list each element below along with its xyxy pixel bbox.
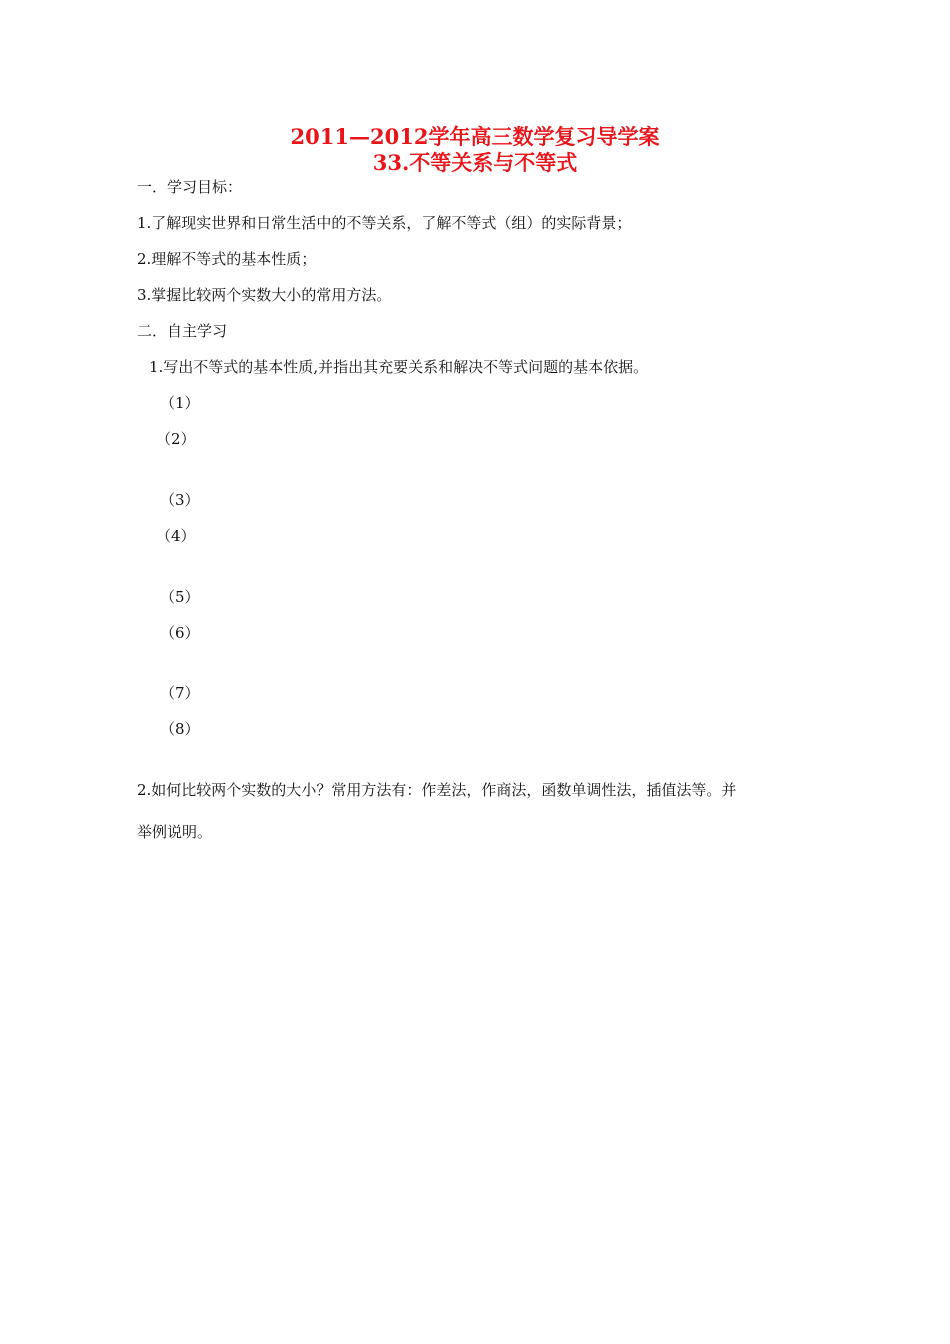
page-title: 2011—2012学年高三数学复习导学案 [290, 124, 660, 149]
blank-label-5: （5） [160, 588, 200, 606]
blank-label-4: （4） [156, 527, 196, 545]
question-2-line-1: 2.如何比较两个实数的大小？常用方法有：作差法，作商法，函数单调性法，插值法等。并 [137, 781, 737, 799]
question-1: 1.写出不等式的基本性质,并指出其充要关系和解决不等式问题的基本依据。 [149, 358, 649, 376]
blank-label-3: （3） [160, 491, 200, 509]
objective-item-1: 1.了解现实世界和日常生活中的不等关系，了解不等式（组）的实际背景； [137, 214, 632, 232]
objective-item-2: 2.理解不等式的基本性质； [137, 250, 317, 268]
blank-label-1: （1） [160, 394, 200, 412]
page-subtitle: 33.不等关系与不等式 [372, 150, 578, 175]
blank-label-2: （2） [156, 430, 196, 448]
blank-label-8: （8） [160, 720, 200, 738]
blank-label-7: （7） [160, 684, 200, 702]
section-heading-self-study: 二．自主学习 [137, 322, 228, 340]
blank-label-6: （6） [160, 624, 200, 642]
section-heading-objectives: 一．学习目标： [137, 178, 243, 196]
objective-item-3: 3.掌握比较两个实数大小的常用方法。 [137, 286, 392, 304]
question-2-line-2: 举例说明。 [137, 823, 213, 841]
